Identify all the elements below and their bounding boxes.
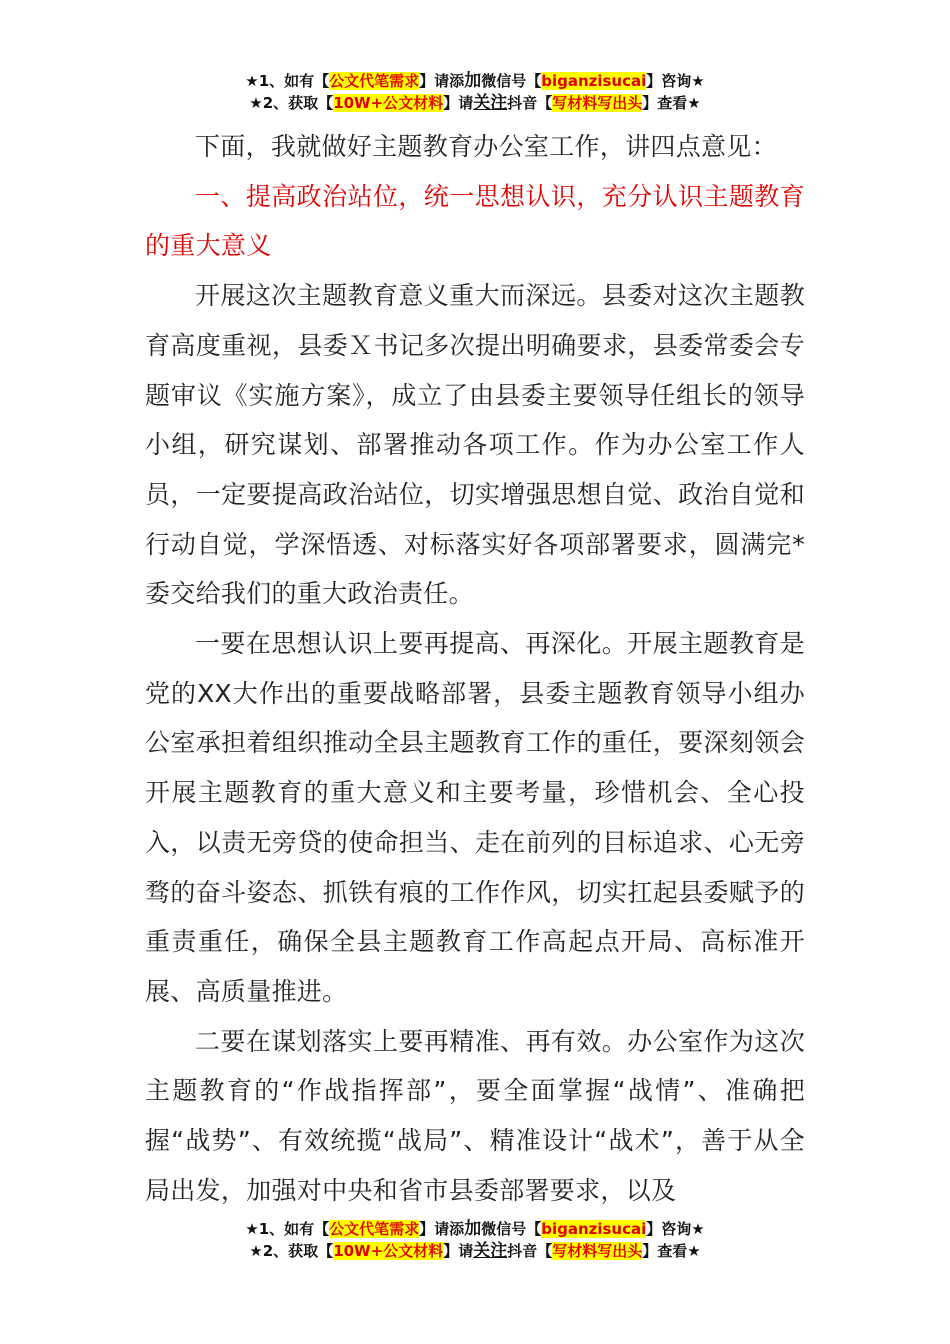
section-heading-1: 一、提高政治站位，统一思想认识，充分认识主题教育的重大意义 xyxy=(145,181,805,261)
banner-highlight: 10W+公文材料 xyxy=(333,1242,444,1260)
intro-paragraph: 下面，我就做好主题教育办公室工作，讲四点意见： xyxy=(195,132,777,161)
banner-line-2 xyxy=(0,92,950,114)
document-body xyxy=(145,122,805,1215)
banner-text: 】查看★ xyxy=(642,94,701,112)
banner-emphasis: 加 xyxy=(464,71,482,91)
banner-emphasis: 关注 xyxy=(473,1241,508,1261)
banner-text: 微信号【 xyxy=(481,72,542,90)
banner-text: 】请 xyxy=(443,1242,474,1260)
banner-wechat-id: biganzisucai xyxy=(541,1220,647,1238)
banner-text: 抖音【 xyxy=(507,1242,553,1260)
paragraph-2: 一要在思想认识上要再提高、再深化。开展主题教育是党的XX大作出的重要战略部署，县委主题教育领导小组办公室承担着组织推动全县主题教育工作的重任，要深刻领会开展主题教育的重大意义和主要考量，珍惜机会、全心投入，以责无旁贷的使命担当、走在前列的目标追求、心无旁骛的奋斗姿态、抓铁有痕的工作作风，切实扛起县委赋予的重责重任，确保全县主题教育工作高起点开局、高标准开展、高质量推进。 xyxy=(145,629,805,1006)
banner-text: 】咨询★ xyxy=(646,72,705,90)
banner-line-1 xyxy=(0,70,950,92)
banner-highlight: 公文代笔需求 xyxy=(329,1220,420,1238)
bottom-banner xyxy=(0,1218,950,1262)
banner-highlight: 公文代笔需求 xyxy=(329,72,420,90)
paragraph-3: 二要在谋划落实上要再精准、再有效。办公室作为这次主题教育的“作战指挥部”，要全面掌握“战情”、准确把握“战势”、有效统揽“战局”、精准设计“战术”，善于从全局出发，加强对中央和省市县委部署要求，以及 xyxy=(145,1026,805,1205)
banner-text: 】请添 xyxy=(419,72,465,90)
banner-highlight: 10W+公文材料 xyxy=(333,94,444,112)
banner-text: ★1、如有【 xyxy=(245,1220,330,1238)
banner-text: 】咨询★ xyxy=(646,1220,705,1238)
banner-text: 】请添 xyxy=(419,1220,465,1238)
banner-wechat-id: biganzisucai xyxy=(541,72,647,90)
banner-text: ★2、获取【 xyxy=(249,1242,334,1260)
top-banner xyxy=(0,70,950,114)
banner-text: 】请 xyxy=(443,94,474,112)
banner-text: 微信号【 xyxy=(481,1220,542,1238)
banner-douyin-id: 写材料写出头 xyxy=(552,1242,643,1260)
banner-line-1 xyxy=(0,1218,950,1240)
banner-text: 抖音【 xyxy=(507,94,553,112)
banner-text: ★1、如有【 xyxy=(245,72,330,90)
banner-line-2 xyxy=(0,1240,950,1262)
banner-douyin-id: 写材料写出头 xyxy=(552,94,643,112)
banner-emphasis: 关注 xyxy=(473,93,508,113)
banner-text: 】查看★ xyxy=(642,1242,701,1260)
paragraph-1: 开展这次主题教育意义重大而深远。县委对这次主题教育高度重视，县委Ｘ书记多次提出明确要求，县委常委会专题审议《实施方案》，成立了由县委主要领导任组长的领导小组，研究谋划、部署推动各项工作。作为办公室工作人员，一定要提高政治站位，切实增强思想自觉、政治自觉和行动自觉，学深悟透、对标落实好各项部署要求，圆满完*委交给我们的重大政治责任。 xyxy=(145,281,805,609)
banner-text: ★2、获取【 xyxy=(249,94,334,112)
banner-emphasis: 加 xyxy=(464,1219,482,1239)
